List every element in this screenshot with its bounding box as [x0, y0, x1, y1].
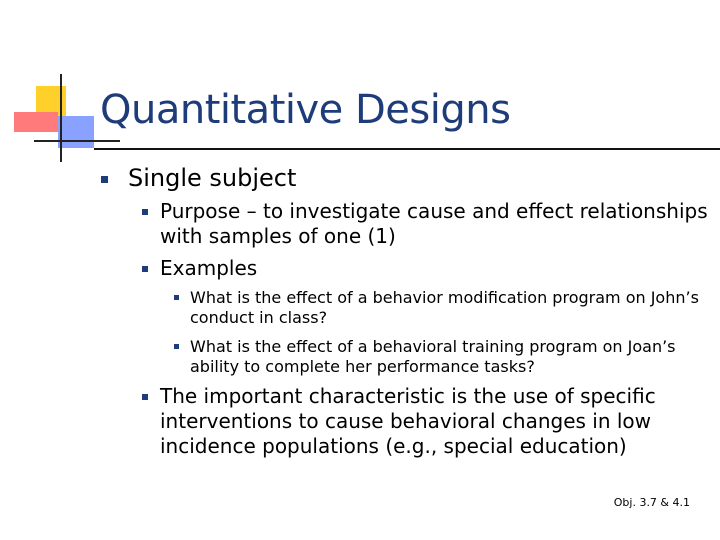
bullet-square-icon	[174, 344, 179, 349]
bullet-square-icon	[174, 295, 179, 300]
title-underline	[94, 148, 720, 150]
bullet-examples: Examples	[160, 256, 258, 280]
bullet-square-icon	[142, 394, 148, 400]
blue-square	[58, 116, 94, 148]
bullet-single-subject: Single subject	[128, 164, 297, 192]
slide-title: Quantitative Designs	[100, 87, 511, 133]
horizontal-rule	[34, 140, 120, 142]
red-bar	[14, 112, 58, 132]
bullet-purpose: Purpose – to investigate cause and effect relationships with samples of one (1)	[160, 199, 708, 248]
bullet-example-1: What is the effect of a behavior modification program on John’s conduct in class?	[190, 288, 699, 327]
bullet-square-icon	[142, 266, 148, 272]
vertical-rule	[60, 74, 62, 162]
bullet-example-2: What is the effect of a behavioral training program on Joan’s ability to complete her performance tasks?	[190, 337, 676, 376]
bullet-square-icon	[142, 209, 148, 215]
bullet-square-icon	[101, 176, 108, 183]
slide-footer: Obj. 3.7 & 4.1	[613, 496, 690, 509]
bullet-characteristic: The important characteristic is the use of specific interventions to cause behavioral changes in low incidence populations (e.g., special education)	[160, 384, 656, 458]
